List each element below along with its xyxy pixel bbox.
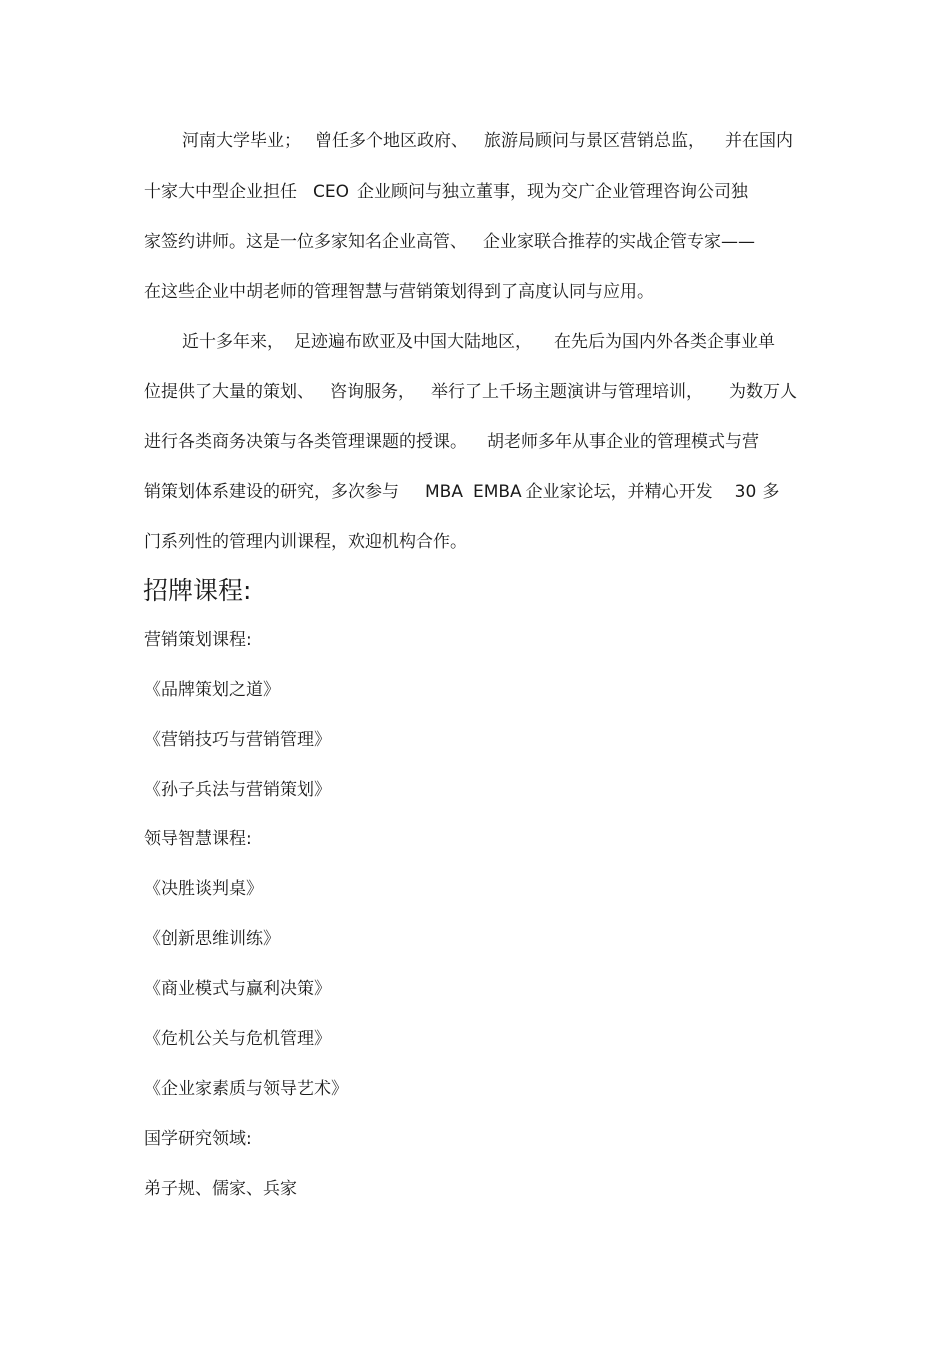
bio-p1-line-4 xyxy=(144,282,824,302)
bio-p1-line-2 xyxy=(144,182,824,202)
leadership-section-title: 领导智慧课程: xyxy=(144,829,252,849)
bio-text: 旅游局顾问与景区营销总监， xyxy=(484,131,705,151)
bio-text: 销策划体系建设的研究，多次参与 xyxy=(144,482,399,502)
bio-text: 河南大学毕业； xyxy=(182,131,301,151)
bio-p2-line-5 xyxy=(144,532,824,552)
course-item: 《营销技巧与营销管理》 xyxy=(144,730,331,750)
bio-text: CEO xyxy=(313,182,349,202)
bio-text: MBA xyxy=(425,482,463,502)
bio-text: 举行了上千场主题演讲与管理培训， xyxy=(431,382,703,402)
courses-heading: 招牌课程: xyxy=(143,576,252,605)
course-item: 《创新思维训练》 xyxy=(144,929,280,949)
bio-text: 为数万人 xyxy=(729,382,797,402)
bio-text: 十家大中型企业担任 xyxy=(144,182,297,202)
guoxue-content: 弟子规、儒家、兵家 xyxy=(144,1179,297,1199)
bio-text: 企业顾问与独立董事，现为交广企业管理咨询公司独 xyxy=(357,182,748,202)
bio-text: 企业家论坛，并精心开发 xyxy=(525,482,713,502)
bio-p2-line-1 xyxy=(182,332,862,352)
bio-p2-line-2 xyxy=(144,382,824,402)
bio-text: 30 xyxy=(734,482,757,502)
bio-text: 进行各类商务决策与各类管理课题的授课。 xyxy=(144,432,467,452)
bio-text: 近十多年来， xyxy=(182,332,284,352)
course-item: 《商业模式与赢利决策》 xyxy=(144,979,331,999)
bio-text: 门系列性的管理内训课程，欢迎机构合作。 xyxy=(144,532,467,552)
bio-text: 家签约讲师。这是一位多家知名企业高管、 xyxy=(144,232,467,252)
bio-text: EMBA xyxy=(472,482,522,502)
bio-text: 并在国内 xyxy=(725,131,793,151)
course-item: 《孙子兵法与营销策划》 xyxy=(144,780,331,800)
marketing-section-title: 营销策划课程: xyxy=(144,630,252,650)
course-item: 《品牌策划之道》 xyxy=(144,680,280,700)
bio-text: 胡老师多年从事企业的管理模式与营 xyxy=(487,432,759,452)
bio-text: 曾任多个地区政府、 xyxy=(315,131,468,151)
bio-p1-line-3 xyxy=(144,232,824,252)
bio-text: 多 xyxy=(762,482,780,502)
bio-text: 在先后为国内外各类企事业单 xyxy=(554,332,775,352)
guoxue-section-title: 国学研究领域: xyxy=(144,1129,252,1149)
bio-text: 咨询服务， xyxy=(330,382,415,402)
bio-p2-line-3 xyxy=(144,432,824,452)
bio-text: 足迹遍布欧亚及中国大陆地区， xyxy=(294,332,532,352)
course-item: 《企业家素质与领导艺术》 xyxy=(144,1079,348,1099)
course-item: 《危机公关与危机管理》 xyxy=(144,1029,331,1049)
bio-text: 企业家联合推荐的实战企管专家—— xyxy=(483,232,755,252)
bio-text: 位提供了大量的策划、 xyxy=(144,382,314,402)
course-item: 《决胜谈判桌》 xyxy=(144,879,263,899)
bio-p1-line-1 xyxy=(182,131,862,151)
bio-text: 在这些企业中胡老师的管理智慧与营销策划得到了高度认同与应用。 xyxy=(144,282,654,302)
bio-p2-line-4 xyxy=(144,482,824,502)
